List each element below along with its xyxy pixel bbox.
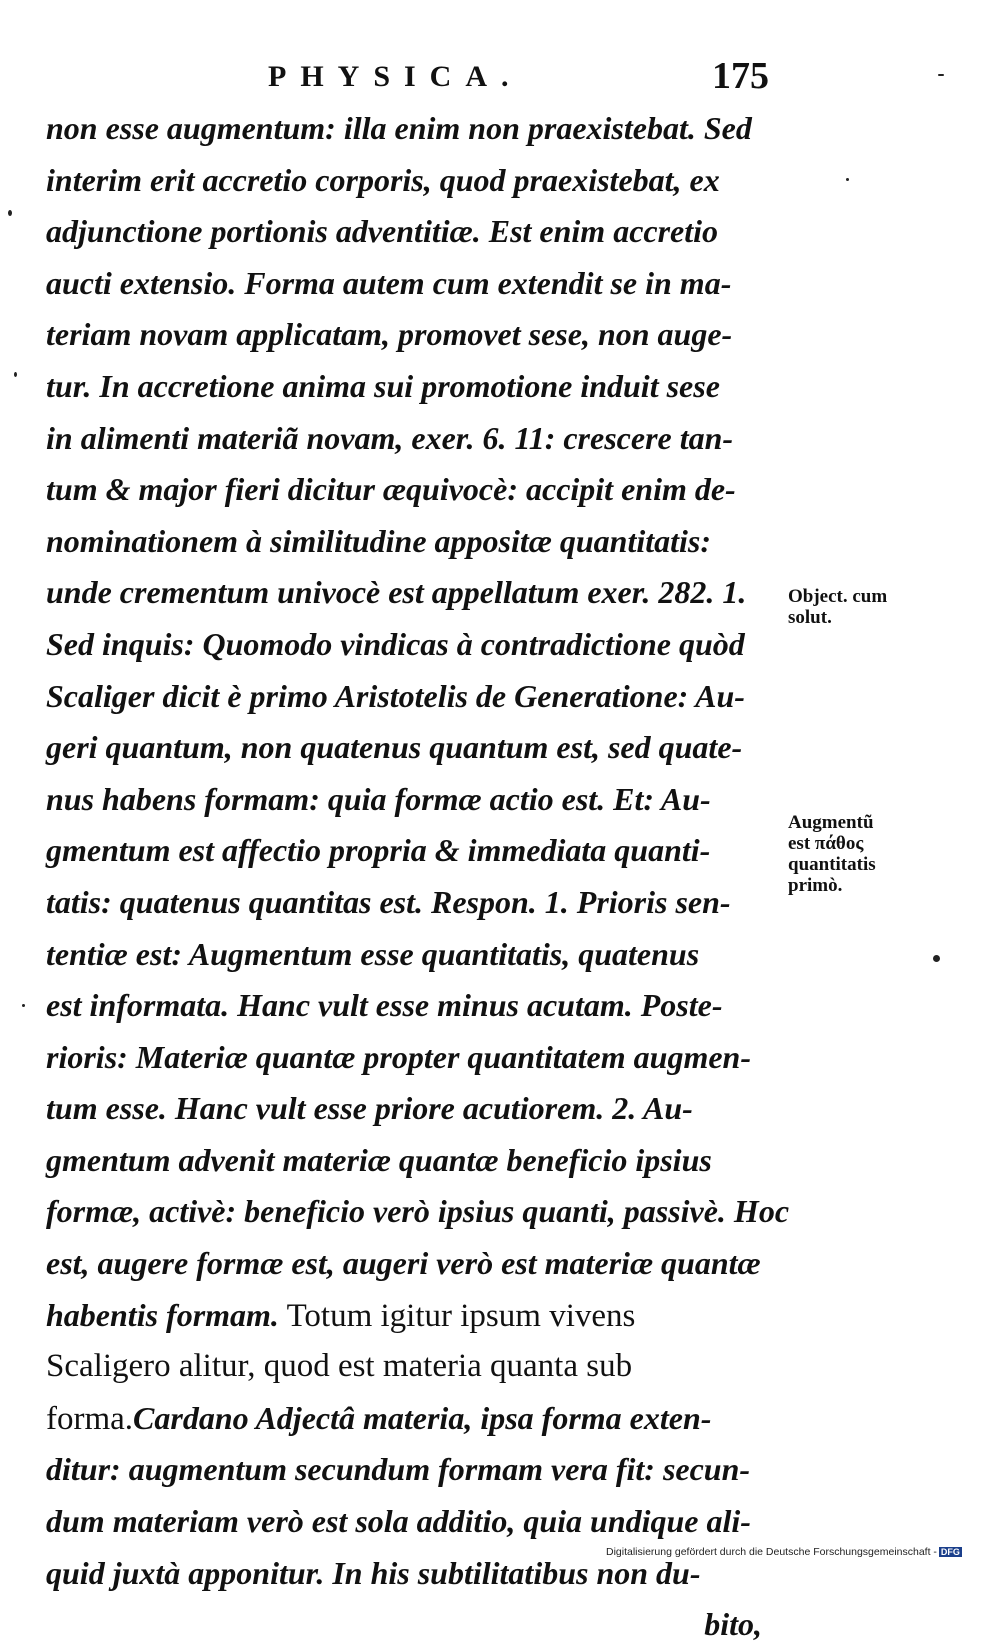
text-line: aucti extensio. Forma autem cum extendit se in ma- bbox=[46, 264, 732, 301]
italic-segment: Cardano Adjectâ materia, ipsa forma exten- bbox=[133, 1399, 712, 1436]
page-number: 175 bbox=[712, 55, 769, 97]
text-line: in alimenti materiã novam, exer. 6. 11: crescere tan- bbox=[46, 419, 734, 456]
text-line: unde crementum univocè est appellatum exer. 282. 1. bbox=[46, 574, 747, 611]
text-line-mixed bbox=[46, 1393, 786, 1445]
scan-speck bbox=[938, 74, 944, 76]
marginal-line: quantitatis bbox=[788, 854, 876, 875]
footer-credit-text: Digitalisierung gefördert durch die Deutsche Forschungsgemeinschaft - bbox=[606, 1546, 937, 1558]
text-line: nus habens formam: quia formæ actio est. Et: Au- bbox=[46, 780, 711, 817]
scan-speck bbox=[22, 1004, 25, 1007]
text-line: Scaliger dicit è primo Aristotelis de Generatione: Au- bbox=[46, 677, 745, 714]
roman-segment: Totum igitur ipsum vivens bbox=[278, 1297, 636, 1334]
marginal-line: solut. bbox=[788, 607, 832, 628]
scan-speck bbox=[14, 372, 17, 377]
text-line: adjunctione portionis adventitiæ. Est enim accretio bbox=[46, 213, 719, 250]
scan-speck bbox=[8, 210, 12, 216]
roman-segment: forma. bbox=[46, 1400, 134, 1437]
text-line-roman: Scaligero alitur, quod est materia quanta sub bbox=[46, 1348, 633, 1385]
marginal-line: Augmentũ bbox=[788, 812, 874, 833]
marginal-note-objection bbox=[788, 586, 887, 628]
text-line-mixed bbox=[46, 1290, 786, 1342]
text-line: tur. In accretione anima sui promotione induit sese bbox=[46, 367, 720, 404]
marginal-line: est πάθος bbox=[788, 833, 864, 854]
marginal-line: Object. cum bbox=[788, 586, 888, 607]
text-line: gmentum advenit materiæ quantæ beneficio ipsius bbox=[46, 1141, 712, 1178]
text-line: rioris: Materiæ quantæ propter quantitatem augmen- bbox=[46, 1038, 751, 1075]
text-line: Sed inquis: Quomodo vindicas à contradictione quòd bbox=[46, 625, 745, 662]
text-line: gmentum est affectio propria & immediata quanti- bbox=[46, 832, 711, 869]
marginal-note-augmentum bbox=[788, 812, 876, 896]
scan-speck bbox=[933, 955, 940, 962]
text-line: tatis: quatenus quantitas est. Respon. 1. Prioris sen- bbox=[46, 883, 731, 920]
text-line: est, augere formæ est, augeri verò est materiæ quantæ bbox=[46, 1245, 761, 1282]
text-line: nominationem à similitudine appositæ quantitatis: bbox=[46, 522, 712, 559]
text-line: est informata. Hanc vult esse minus acutam. Poste- bbox=[46, 987, 723, 1024]
text-line: tentiæ est: Augmentum esse quantitatis, quatenus bbox=[46, 935, 700, 972]
text-line: non esse augmentum: illa enim non praexistebat. Sed bbox=[46, 110, 752, 146]
text-line: tum & major fieri dicitur æquivocè: accipit enim de- bbox=[46, 471, 736, 508]
text-line: formæ, activè: beneficio verò ipsius quanti, passivè. Hoc bbox=[46, 1193, 790, 1230]
marginal-line: primò. bbox=[788, 875, 843, 896]
catchword: bito, bbox=[704, 1606, 762, 1643]
text-line: tum esse. Hanc vult esse priore acutiorem. 2. Au- bbox=[46, 1090, 693, 1127]
text-line: quid juxtà apponitur. In his subtilitatibus non du- bbox=[46, 1554, 701, 1591]
scan-speck bbox=[846, 178, 849, 181]
text-line: interim erit accretio corporis, quod praexistebat, ex bbox=[46, 161, 720, 198]
italic-segment: habentis formam. bbox=[46, 1296, 279, 1333]
text-line: geri quantum, non quatenus quantum est, sed quate- bbox=[46, 729, 743, 766]
text-line: dum materiam verò est sola additio, quia undique ali- bbox=[46, 1503, 751, 1540]
running-title: PHYSICA. bbox=[268, 60, 523, 93]
text-line: ditur: augmentum secundum formam vera fit: secun- bbox=[46, 1451, 751, 1488]
dfg-logo: DFG bbox=[940, 1547, 960, 1558]
digitization-credit bbox=[606, 1546, 962, 1558]
main-text-block bbox=[46, 103, 790, 1651]
text-line: teriam novam applicatam, promovet sese, non auge- bbox=[46, 316, 733, 353]
